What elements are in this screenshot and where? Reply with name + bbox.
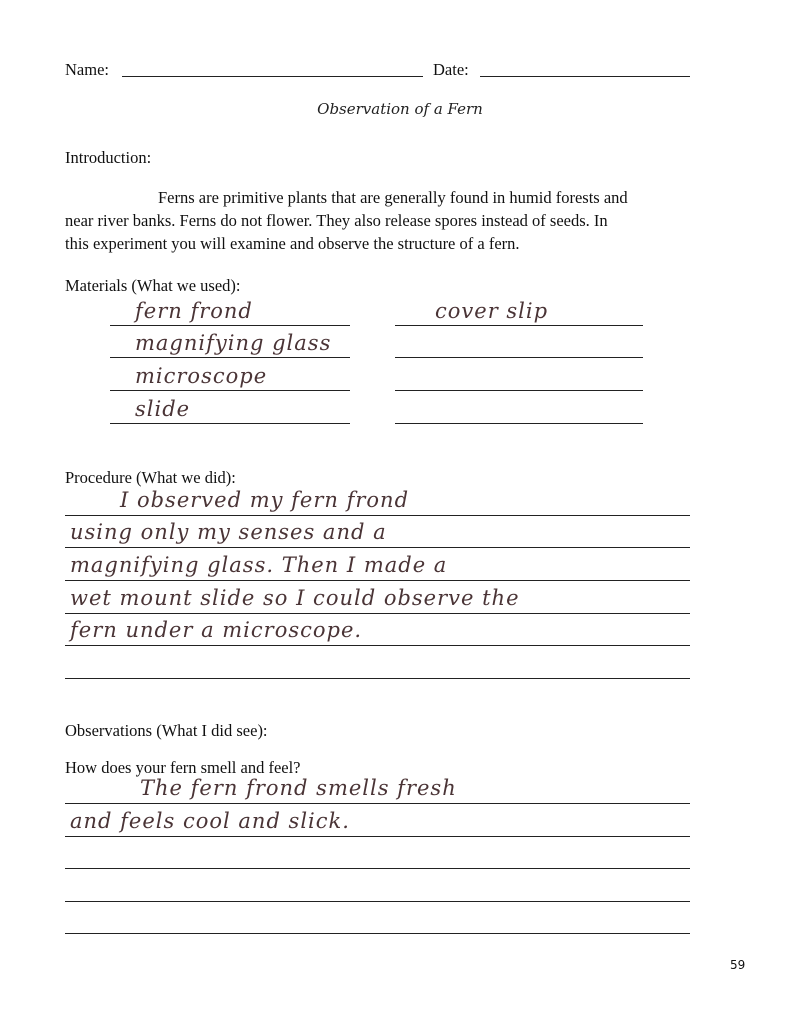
procedure-answer-text: wet mount slide so I could observe the bbox=[70, 586, 520, 610]
procedure-answer-text: fern under a microscope. bbox=[70, 618, 363, 642]
name-field-line[interactable] bbox=[122, 76, 423, 77]
date-label: Date: bbox=[433, 60, 469, 79]
material-line[interactable] bbox=[110, 357, 350, 358]
intro-line-2: near river banks. Ferns do not flower. They also release spores instead of seeds. In bbox=[65, 211, 608, 230]
material-line[interactable] bbox=[110, 325, 350, 326]
page-number: 59 bbox=[730, 958, 746, 972]
material-line[interactable] bbox=[395, 423, 643, 424]
answer-line[interactable] bbox=[65, 803, 690, 804]
answer-line[interactable] bbox=[65, 580, 690, 581]
answer-line[interactable] bbox=[65, 678, 690, 679]
observations-question: How does your fern smell and feel? bbox=[65, 758, 301, 777]
material-entry: microscope bbox=[135, 364, 268, 388]
procedure-answer-text: using only my senses and a bbox=[70, 520, 387, 544]
materials-heading: Materials (What we used): bbox=[65, 276, 241, 295]
procedure-answer-text: magnifying glass. Then I made a bbox=[70, 553, 448, 577]
answer-line[interactable] bbox=[65, 547, 690, 548]
answer-line[interactable] bbox=[65, 515, 690, 516]
answer-line[interactable] bbox=[65, 613, 690, 614]
worksheet-title: Observation of a Fern bbox=[317, 100, 483, 118]
observation-answer-text: The fern frond smells fresh bbox=[140, 776, 457, 800]
intro-line-1: Ferns are primitive plants that are generally found in humid forests and bbox=[158, 188, 628, 207]
introduction-heading: Introduction: bbox=[65, 148, 152, 167]
material-line[interactable] bbox=[395, 357, 643, 358]
material-line[interactable] bbox=[395, 325, 643, 326]
material-line[interactable] bbox=[395, 390, 643, 391]
date-field-line[interactable] bbox=[480, 76, 690, 77]
answer-line[interactable] bbox=[65, 868, 690, 869]
observations-heading: Observations (What I did see): bbox=[65, 721, 268, 740]
material-entry: cover slip bbox=[435, 299, 549, 323]
material-entry: slide bbox=[135, 397, 191, 421]
material-entry: fern frond bbox=[135, 299, 253, 323]
procedure-answer-text: I observed my fern frond bbox=[120, 488, 410, 512]
material-line[interactable] bbox=[110, 423, 350, 424]
intro-line-3: this experiment you will examine and observe the structure of a fern. bbox=[65, 234, 520, 253]
answer-line[interactable] bbox=[65, 933, 690, 934]
answer-line[interactable] bbox=[65, 901, 690, 902]
observation-answer-text: and feels cool and slick. bbox=[70, 809, 350, 833]
procedure-heading: Procedure (What we did): bbox=[65, 468, 236, 487]
material-entry: magnifying glass bbox=[135, 331, 332, 355]
answer-line[interactable] bbox=[65, 836, 690, 837]
material-line[interactable] bbox=[110, 390, 350, 391]
answer-line[interactable] bbox=[65, 645, 690, 646]
name-label: Name: bbox=[65, 60, 109, 79]
